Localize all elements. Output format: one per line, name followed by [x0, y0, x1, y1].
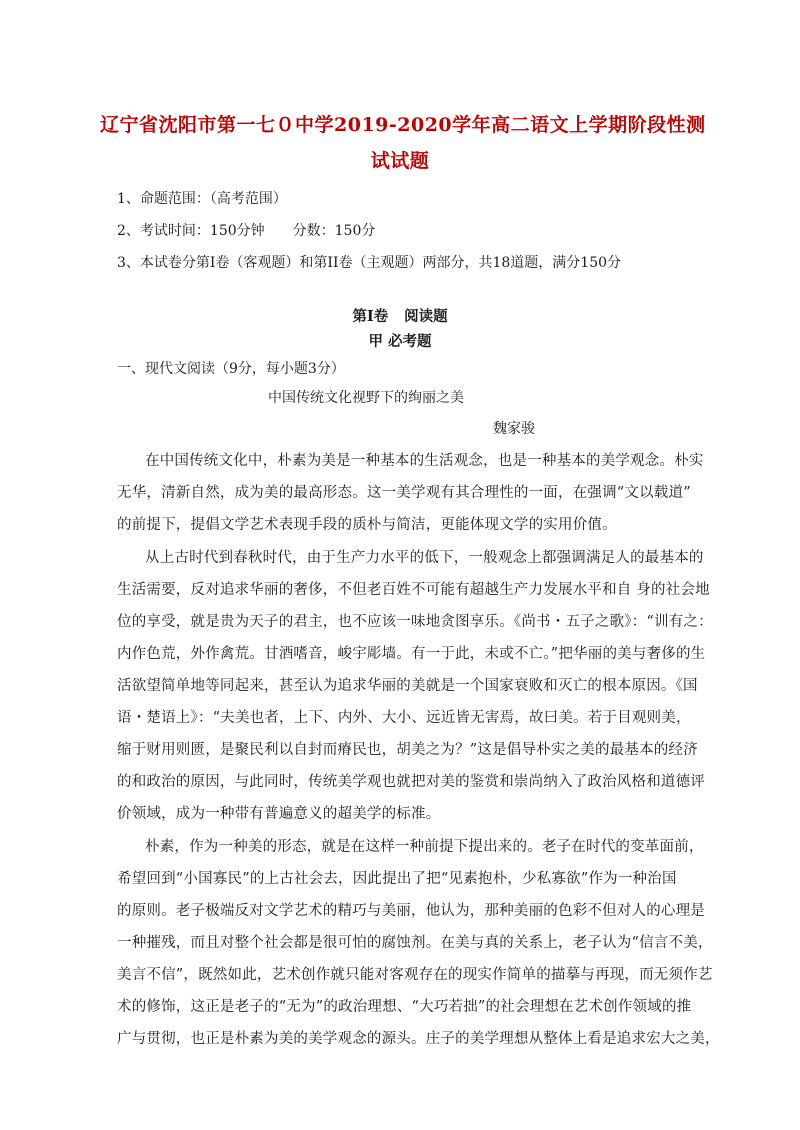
article-author: 魏家骏: [493, 421, 535, 437]
part-heading: 甲 必考题: [368, 333, 432, 350]
article-title: 中国传统文化视野下的绚丽之美: [268, 390, 464, 406]
paragraph-line: 从上古时代到春秋时代，由于生产力水平的低下，一般观念上都强调满足人的最基本的: [145, 550, 704, 566]
paragraph-line: 的前提下，提倡文学艺术表现手段的质朴与简洁，更能体现文学的实用价值。: [117, 517, 617, 533]
question-heading: 一、现代文阅读（9分，每小题3分）: [117, 361, 345, 377]
document-title-line2: 试试题: [370, 150, 430, 172]
instruction-structure: 3、本试卷分第I卷（客观题）和第II卷（主观题）两部分，共18道题，满分150分: [117, 255, 622, 271]
paragraph-line: 价领域，成为一种带有普遍意义的超美学的标准。: [117, 806, 441, 822]
paragraph-line: 的原则。老子极端反对文学艺术的精巧与美丽，他认为，那种美丽的色彩不但对人的心理是: [117, 903, 705, 919]
volume-name: 阅读题: [404, 308, 448, 325]
document-title-line1: 辽宁省沈阳市第一七０中学2019-2020学年高二语文上学期阶段性测: [100, 114, 706, 136]
volume-heading: [100, 305, 700, 326]
paragraph-line: 希望回到“小国寡民”的上古社会去，因此提出了把“见素抱朴，少私寡欲”作为一种治国: [117, 871, 677, 887]
instruction-scope: 1、命题范围：（高考范围）: [117, 191, 287, 207]
instruction-time: 2、考试时间：150分钟 分数：150分: [117, 223, 376, 239]
paragraph-line: 内作色荒，外作禽荒。甘酒嗜音，峻宇彫墙。有一于此，未或不亡。”把华丽的美与奢侈的生: [117, 646, 706, 662]
paragraph-line: 美言不信”，既然如此，艺术创作就只能对客观存在的现实作简单的描摹与再现，而无须作艺: [117, 967, 713, 983]
paragraph-line: 活欲望简单地等同起来，甚至认为追求华丽的美就是一个国家衰败和灭亡的根本原因。《国: [117, 678, 698, 694]
paragraph-line: 广与贯彻，也正是朴素为美的美学观念的源头。庄子的美学理想从整体上看是追求宏大之美，: [117, 1031, 720, 1047]
paragraph-line: 位的享受，就是贵为天子的君主，也不应该一味地贪图享乐。《尚书・五子之歌》：“训有之：: [117, 614, 713, 630]
paragraph-line: 术的修饰，这正是老子的“无为”的政治理想、“大巧若拙”的社会理想在艺术创作领域的推: [117, 999, 692, 1015]
paragraph-line: 语・楚语上》：“夫美也者，上下、内外、大小、远近皆无害焉，故曰美。若于目观则美，: [117, 710, 691, 726]
paragraph-line: 朴素，作为一种美的形态，就是在这样一种前提下提出来的。老子在时代的变革面前，: [145, 839, 704, 855]
volume-label: 第Ⅰ卷: [352, 308, 389, 325]
paragraph-line: 一种摧残，而且对整个社会都是很可怕的腐蚀剂。在美与真的关系上，老子认为“信言不美，: [117, 935, 713, 951]
paragraph-line: 缩于财用则匮，是聚民利以自封而瘠民也，胡美之为？”这是倡导朴实之美的最基本的经济: [117, 742, 698, 758]
paragraph-line: 生活需要，反对追求华丽的奢侈，不但老百姓不可能有超越生产力发展水平和自 身的社会地: [117, 582, 710, 598]
paragraph-line: 的和政治的原因，与此同时，传统美学观也就把对美的鉴赏和崇尚纳入了政治风格和道德评: [117, 774, 705, 790]
paragraph-line: 在中国传统文化中，朴素为美是一种基本的生活观念，也是一种基本的美学观念。朴实: [145, 453, 704, 469]
paragraph-line: 无华，清新自然，成为美的最高形态。这一美学观有其合理性的一面，在强调“文以载道”: [117, 485, 691, 501]
